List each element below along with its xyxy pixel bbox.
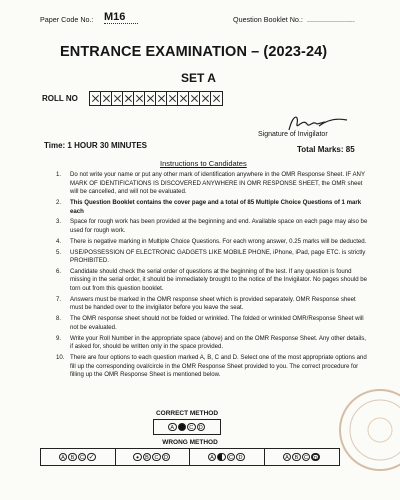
- instruction-number: 2.: [56, 198, 62, 206]
- roll-number-cell: [112, 92, 123, 105]
- total-marks: Total Marks: 85: [297, 145, 355, 154]
- dot-mark-icon: •: [133, 453, 142, 462]
- roll-number-cell: [134, 92, 145, 105]
- instruction-number: 8.: [56, 315, 62, 323]
- wrong-example-dot: • B C D: [116, 449, 191, 465]
- roll-number-cell: [200, 92, 211, 105]
- instruction-item: [56, 296, 368, 313]
- wrong-method-label: WRONG METHOD: [162, 439, 218, 446]
- instruction-text: Do not write your name or put any other mark of identification anywhere in the OMR Response Sheet. IF ANY MARK OF IDENTIFICATIONS IS DISCOVERED ANYWHERE IN OMR RESPONSE SHEET, the OMR sheet will be cancelled, and will not be evaluated.: [70, 171, 365, 196]
- instruction-text: There are four options to each question marked A, B, C and D. Select one of the most appropriate options and fill up the corresponding oval/circle in the OMR Response Sheet provided to you. The correct procedure for filling up the OMR Response Sheet is mentioned below.: [70, 353, 367, 379]
- roll-number-cell: [145, 92, 156, 105]
- option-d-bubble: D: [197, 423, 206, 432]
- roll-number-cell: [178, 92, 189, 105]
- paper-code-label: Paper Code No.:: [40, 15, 94, 24]
- roll-number-cell: [123, 92, 134, 105]
- instruction-item: [56, 354, 368, 380]
- option-c-bubble: C: [187, 423, 196, 432]
- roll-number-cell: [211, 92, 222, 105]
- instruction-item: [56, 249, 368, 266]
- exam-title: ENTRANCE EXAMINATION – (2023-24): [60, 44, 328, 60]
- option-a-bubble: A: [168, 423, 177, 432]
- instruction-text: Candidate should check the serial order of questions at the beginning of the test. If any question is found missing in the serial order, it should be immediately brought to the notice of the Invigilator. No pages should be torn out from this question booklet.: [70, 267, 368, 293]
- correct-method-label: CORRECT METHOD: [155, 410, 219, 417]
- instruction-text: This Question Booklet contains the cover page and a total of 85 Multiple Choice Questions of 1 mark each: [70, 198, 362, 215]
- instruction-item: [56, 238, 368, 247]
- instructions-list: [56, 171, 368, 382]
- tick-mark-icon: ✓: [88, 453, 95, 461]
- institution-stamp-icon: [330, 380, 400, 480]
- instruction-number: 1.: [56, 171, 62, 178]
- roll-number-cell: [90, 92, 101, 105]
- instruction-text: Write your Roll Number in the appropriate space (above) and on the OMR Response Sheet. Any other details, if asked for, should be written only in the space provided.: [70, 334, 366, 351]
- booklet-number-dots: ........................: [307, 15, 355, 24]
- correct-method-example: [153, 419, 221, 435]
- set-label: SET A: [181, 71, 216, 85]
- instruction-number: 5.: [56, 248, 62, 256]
- instruction-item: [56, 315, 368, 332]
- instruction-number: 3.: [56, 218, 62, 226]
- instruction-item: [56, 171, 368, 197]
- roll-number-cell: [167, 92, 178, 105]
- instruction-item: [56, 268, 368, 294]
- instructions-title: Instructions to Candidates: [160, 159, 247, 168]
- wrong-example-circle: A B C D: [265, 449, 340, 465]
- wrong-method-examples: [40, 448, 340, 466]
- wrong-example-tick: A B C ✓: [41, 449, 116, 465]
- roll-number-label: ROLL NO: [42, 94, 78, 103]
- wrong-example-half-fill: A C D: [190, 449, 265, 465]
- instruction-text: USE/POSSESSION OF ELECTRONIC GADGETS LIKE MOBILE PHONE, iPhone, iPad, page ETC. is strictly PROHIBITED.: [70, 248, 366, 265]
- instruction-text: Answers must be marked in the OMR response sheet which is provided separately. OMR Response sheet must be handed over to the invigilator before you leave the seat.: [70, 295, 356, 312]
- instruction-number: 4.: [56, 237, 62, 245]
- instruction-number: 6.: [56, 267, 62, 275]
- instruction-number: 7.: [56, 295, 62, 303]
- paper-code-value: M16: [104, 11, 126, 23]
- roll-number-cell: [101, 92, 112, 105]
- roll-number-cell: [189, 92, 200, 105]
- roll-number-boxes: [89, 91, 223, 106]
- half-filled-bubble-icon: [217, 453, 226, 462]
- instruction-item: [56, 199, 368, 216]
- roll-number-cell: [156, 92, 167, 105]
- circled-bubble-icon: D: [311, 453, 320, 462]
- instruction-number: 10.: [56, 353, 65, 361]
- instruction-number: 9.: [56, 334, 62, 342]
- option-b-filled-bubble: [178, 423, 187, 432]
- instruction-item: [56, 335, 368, 352]
- instruction-text: Space for rough work has been provided at the beginning and end. Available space on each page may also be used for rough work.: [70, 218, 368, 234]
- instruction-item: [56, 218, 368, 235]
- exam-time: Time: 1 HOUR 30 MINUTES: [44, 141, 147, 150]
- paper-code-underline: [104, 23, 138, 24]
- instruction-text: The OMR response sheet should not be folded or wrinkled. The folded or wrinkled OMR/Response Sheet will not be evaluated.: [70, 315, 364, 331]
- invigilator-signature-label: Signature of Invigilator: [258, 131, 328, 138]
- instruction-text: There is negative marking in Multiple Choice Questions. For each wrong answer, 0.25 marks will be deducted.: [70, 237, 367, 245]
- booklet-number-label: Question Booklet No.:: [233, 15, 303, 24]
